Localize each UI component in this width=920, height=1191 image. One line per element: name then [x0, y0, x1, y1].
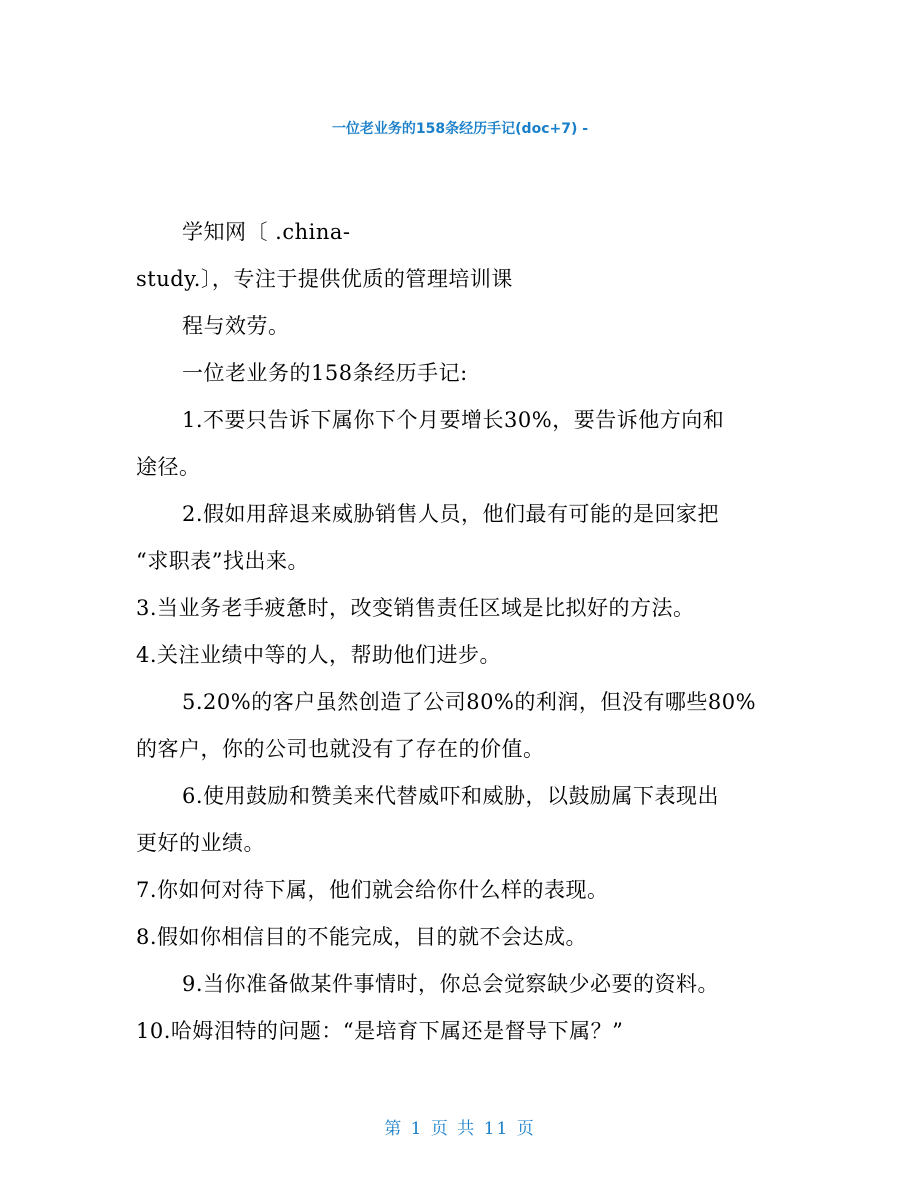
paragraph-line: 8.假如你相信目的不能完成，目的就不会达成。: [136, 925, 588, 949]
paragraph-line: 6.使用鼓励和赞美来代替威吓和威胁，以鼓励属下表现出: [182, 784, 720, 808]
paragraph-line: 程与效劳。: [182, 314, 290, 338]
paragraph-line: 3.当业务老手疲惫时，改变销售责任区域是比拟好的方法。: [136, 596, 695, 620]
paragraph-line: 2.假如用辞退来威胁销售人员，他们最有可能的是回家把: [182, 502, 720, 526]
paragraph-line: 10.哈姆泪特的问题：“是培育下属还是督导下属？”: [136, 1019, 624, 1043]
paragraph-line: 途径。: [136, 455, 201, 479]
page-footer: 第 1 页 共 11 页: [384, 1119, 536, 1139]
paragraph-line: 学知网〔 .china-: [182, 220, 351, 244]
paragraph-line: “求职表”找出来。: [136, 549, 309, 573]
paragraph-line: 4.关注业绩中等的人，帮助他们进步。: [136, 643, 502, 667]
paragraph-line: 1.不要只告诉下属你下个月要增长30%，要告诉他方向和: [182, 408, 725, 432]
paragraph-line: 7.你如何对待下属，他们就会给你什么样的表现。: [136, 878, 609, 902]
paragraph-line: 更好的业绩。: [136, 831, 265, 855]
paragraph-line: 的客户，你的公司也就没有了存在的价值。: [136, 737, 545, 761]
paragraph-line: study.〕，专注于提供优质的管理培训课: [136, 267, 513, 291]
paragraph-line: 5.20%的客户虽然创造了公司80%的利润，但没有哪些80%: [182, 690, 757, 714]
paragraph-line: 一位老业务的158条经历手记:: [182, 361, 468, 385]
document-title: 一位老业务的158条经历手记(doc+7) -: [331, 121, 589, 137]
paragraph-line: 9.当你准备做某件事情时，你总会觉察缺少必要的资料。: [182, 972, 720, 996]
